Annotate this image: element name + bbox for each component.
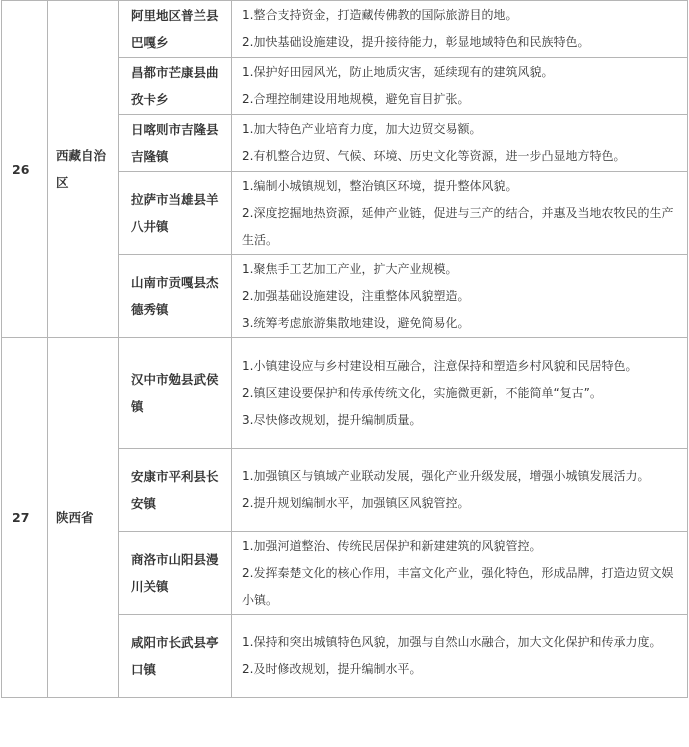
suggestion-item: 2.合理控制建设用地规模，避免盲目扩张。 bbox=[242, 92, 470, 106]
suggestion-item: 2.发挥秦楚文化的核心作用，丰富文化产业，强化特色，形成品牌，打造边贸文娱小镇。 bbox=[242, 565, 674, 607]
town-name-cell: 拉萨市当雄县羊八井镇 bbox=[119, 172, 232, 255]
town-name-cell: 日喀则市吉隆县吉隆镇 bbox=[119, 115, 232, 172]
suggestion-item: 2.镇区建设要保护和传承传统文化，实施微更新，不能简单“复古”。 bbox=[242, 385, 602, 400]
suggestion-item: 1.加强河道整治、传统民居保护和新建建筑的风貌管控。 bbox=[242, 538, 542, 553]
suggestion-item: 2.及时修改规划，提升编制水平。 bbox=[242, 662, 422, 676]
suggestions-cell bbox=[232, 115, 688, 172]
suggestion-item: 1.加强镇区与镇域产业联动发展，强化产业升级发展，增强小城镇发展活力。 bbox=[242, 469, 650, 483]
suggestion-item: 2.有机整合边贸、气候、环境、历史文化等资源，进一步凸显地方特色。 bbox=[242, 149, 626, 163]
suggestion-item: 1.加大特色产业培育力度，加大边贸交易额。 bbox=[242, 122, 482, 136]
town-name-cell: 商洛市山阳县漫川关镇 bbox=[119, 532, 232, 615]
suggestions-cell bbox=[232, 532, 688, 615]
province-cell: 西藏自治区 bbox=[48, 1, 119, 338]
suggestions-cell bbox=[232, 449, 688, 532]
suggestion-item: 3.尽快修改规划，提升编制质量。 bbox=[242, 412, 422, 427]
province-cell: 陕西省 bbox=[48, 338, 119, 698]
suggestion-item: 1.保持和突出城镇特色风貌，加强与自然山水融合，加大文化保护和传承力度。 bbox=[242, 635, 662, 649]
suggestion-item: 1.编制小城镇规划，整治镇区环境，提升整体风貌。 bbox=[242, 178, 518, 193]
table-body bbox=[2, 1, 688, 698]
row-number: 27 bbox=[2, 338, 48, 698]
suggestion-item: 1.聚焦手工艺加工产业，扩大产业规模。 bbox=[242, 261, 458, 276]
town-name-cell: 安康市平利县长安镇 bbox=[119, 449, 232, 532]
suggestions-cell bbox=[232, 615, 688, 698]
suggestions-cell bbox=[232, 1, 688, 58]
suggestion-item: 2.加强基础设施建设，注重整体风貌塑造。 bbox=[242, 288, 470, 303]
table-row bbox=[2, 1, 688, 58]
suggestion-item: 1.保护好田园风光，防止地质灾害，延续现有的建筑风貌。 bbox=[242, 65, 554, 79]
town-name-cell: 汉中市勉县武侯镇 bbox=[119, 338, 232, 449]
suggestion-item: 3.统筹考虑旅游集散地建设，避免简易化。 bbox=[242, 315, 470, 330]
suggestion-item: 2.深度挖掘地热资源，延伸产业链，促进与三产的结合，并惠及当地农牧民的生产生活。 bbox=[242, 205, 674, 247]
town-name-cell: 咸阳市长武县亭口镇 bbox=[119, 615, 232, 698]
suggestion-item: 2.加快基础设施建设，提升接待能力，彰显地域特色和民族特色。 bbox=[242, 35, 590, 49]
town-evaluation-table bbox=[1, 0, 688, 698]
row-number: 26 bbox=[2, 1, 48, 338]
suggestion-item: 1.小镇建设应与乡村建设相互融合，注意保持和塑造乡村风貌和民居特色。 bbox=[242, 358, 638, 373]
town-name-cell: 阿里地区普兰县巴嘎乡 bbox=[119, 1, 232, 58]
town-name-cell: 山南市贡嘎县杰德秀镇 bbox=[119, 255, 232, 338]
table-row bbox=[2, 338, 688, 449]
suggestion-item: 1.整合支持资金，打造藏传佛教的国际旅游目的地。 bbox=[242, 8, 518, 22]
suggestions-cell bbox=[232, 255, 688, 338]
suggestions-cell bbox=[232, 338, 688, 449]
suggestions-cell bbox=[232, 58, 688, 115]
suggestions-cell bbox=[232, 172, 688, 255]
town-name-cell: 昌都市芒康县曲孜卡乡 bbox=[119, 58, 232, 115]
suggestion-item: 2.提升规划编制水平，加强镇区风貌管控。 bbox=[242, 496, 470, 510]
